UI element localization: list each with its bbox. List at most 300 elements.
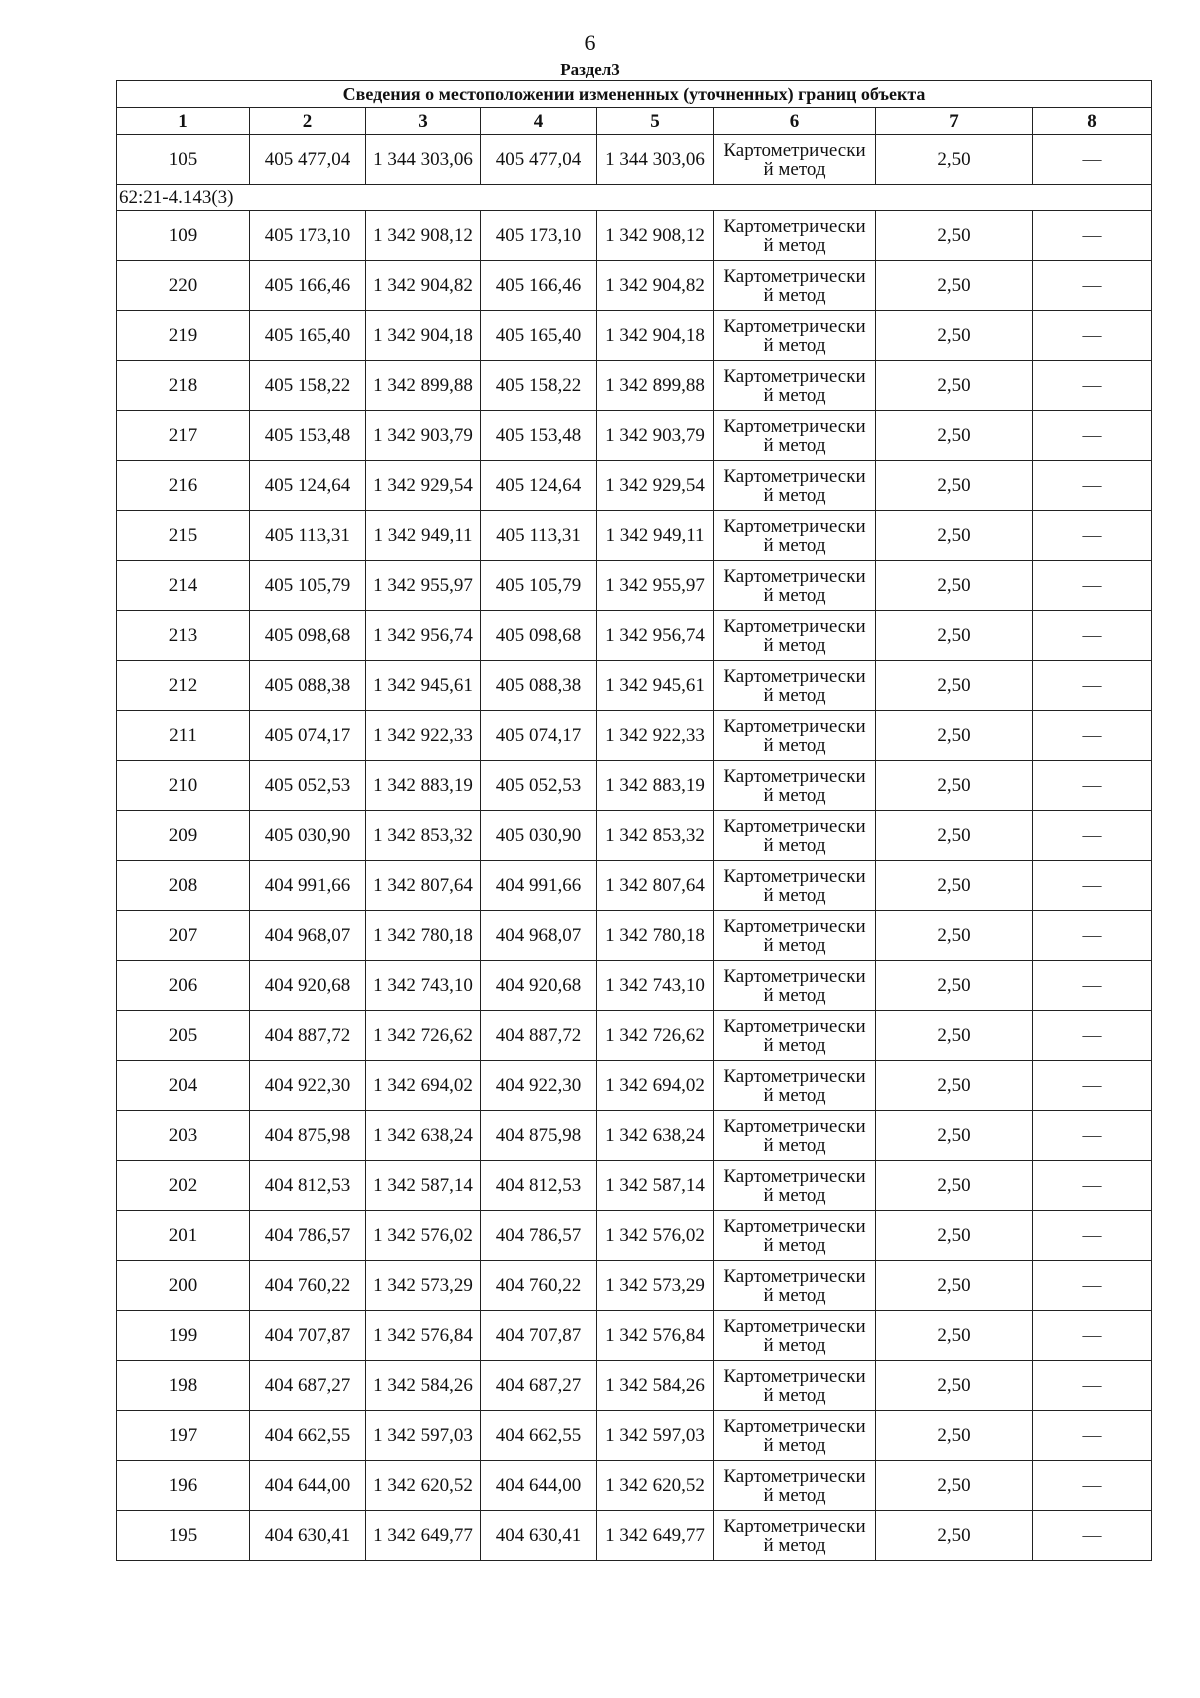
method-line: Картометрически — [723, 415, 866, 437]
existing-y: 1 342 726,62 — [366, 1011, 481, 1061]
table-title-row — [117, 81, 1152, 108]
existing-x: 405 088,38 — [250, 661, 366, 711]
accuracy: 2,50 — [876, 761, 1033, 811]
method-cell — [714, 911, 876, 961]
accuracy: 2,50 — [876, 1261, 1033, 1311]
point-id: 219 — [117, 311, 250, 361]
table-row — [117, 911, 1152, 961]
existing-y: 1 342 929,54 — [366, 461, 481, 511]
refined-y: 1 342 576,02 — [597, 1211, 714, 1261]
method-line: Картометрически — [723, 1265, 866, 1287]
method-line: Картометрически — [723, 465, 866, 487]
existing-x: 405 165,40 — [250, 311, 366, 361]
point-id: 201 — [117, 1211, 250, 1261]
point-id: 218 — [117, 361, 250, 411]
description-dash: — — [1033, 1311, 1152, 1361]
existing-y: 1 342 899,88 — [366, 361, 481, 411]
refined-y: 1 342 743,10 — [597, 961, 714, 1011]
description-dash: — — [1033, 1011, 1152, 1061]
point-id: 214 — [117, 561, 250, 611]
description-dash: — — [1033, 661, 1152, 711]
table-row — [117, 1511, 1152, 1561]
description-dash: — — [1033, 1361, 1152, 1411]
table-row — [117, 761, 1152, 811]
point-id: 215 — [117, 511, 250, 561]
table-row — [117, 961, 1152, 1011]
method-line: й метод — [763, 284, 826, 306]
method-line: Картометрически — [723, 1015, 866, 1037]
table-row — [117, 1361, 1152, 1411]
method-line: Картометрически — [723, 1115, 866, 1137]
accuracy: 2,50 — [876, 135, 1033, 185]
column-number: 6 — [714, 108, 876, 135]
description-dash: — — [1033, 761, 1152, 811]
point-id: 202 — [117, 1161, 250, 1211]
table-row — [117, 461, 1152, 511]
table-row — [117, 1061, 1152, 1111]
method-line: й метод — [763, 534, 826, 556]
accuracy: 2,50 — [876, 461, 1033, 511]
point-id: 200 — [117, 1261, 250, 1311]
refined-x: 405 158,22 — [481, 361, 597, 411]
point-id: 195 — [117, 1511, 250, 1561]
existing-x: 404 991,66 — [250, 861, 366, 911]
method-line: й метод — [763, 1134, 826, 1156]
existing-y: 1 342 573,29 — [366, 1261, 481, 1311]
method-cell — [714, 461, 876, 511]
method-cell — [714, 211, 876, 261]
existing-x: 405 030,90 — [250, 811, 366, 861]
page-number: 6 — [584, 30, 596, 55]
method-cell — [714, 1011, 876, 1061]
description-dash: — — [1033, 211, 1152, 261]
table-row — [117, 611, 1152, 661]
table-row — [117, 661, 1152, 711]
refined-x: 404 920,68 — [481, 961, 597, 1011]
refined-y: 1 342 807,64 — [597, 861, 714, 911]
existing-y: 1 342 584,26 — [366, 1361, 481, 1411]
method-line: й метод — [763, 984, 826, 1006]
existing-y: 1 342 743,10 — [366, 961, 481, 1011]
method-line: й метод — [763, 934, 826, 956]
method-line: Картометрически — [723, 665, 866, 687]
accuracy: 2,50 — [876, 711, 1033, 761]
method-line: Картометрически — [723, 965, 866, 987]
refined-x: 404 760,22 — [481, 1261, 597, 1311]
method-line: й метод — [763, 334, 826, 356]
existing-y: 1 342 903,79 — [366, 411, 481, 461]
method-cell — [714, 1461, 876, 1511]
existing-y: 1 344 303,06 — [366, 135, 481, 185]
table-row — [117, 811, 1152, 861]
refined-x: 405 173,10 — [481, 211, 597, 261]
existing-y: 1 342 949,11 — [366, 511, 481, 561]
existing-x: 405 113,31 — [250, 511, 366, 561]
existing-x: 404 922,30 — [250, 1061, 366, 1111]
existing-y: 1 342 883,19 — [366, 761, 481, 811]
refined-x: 405 074,17 — [481, 711, 597, 761]
existing-x: 404 875,98 — [250, 1111, 366, 1161]
accuracy: 2,50 — [876, 511, 1033, 561]
refined-y: 1 342 694,02 — [597, 1061, 714, 1111]
accuracy: 2,50 — [876, 261, 1033, 311]
existing-y: 1 342 922,33 — [366, 711, 481, 761]
existing-y: 1 342 587,14 — [366, 1161, 481, 1211]
refined-y: 1 342 573,29 — [597, 1261, 714, 1311]
method-cell — [714, 861, 876, 911]
existing-y: 1 342 638,24 — [366, 1111, 481, 1161]
method-cell — [714, 1161, 876, 1211]
accuracy: 2,50 — [876, 1111, 1033, 1161]
existing-x: 405 166,46 — [250, 261, 366, 311]
refined-x: 404 786,57 — [481, 1211, 597, 1261]
method-line: й метод — [763, 1034, 826, 1056]
existing-y: 1 342 597,03 — [366, 1411, 481, 1461]
accuracy: 2,50 — [876, 811, 1033, 861]
refined-y: 1 342 955,97 — [597, 561, 714, 611]
accuracy: 2,50 — [876, 211, 1033, 261]
table-row — [117, 1411, 1152, 1461]
method-line: Картометрически — [723, 715, 866, 737]
existing-x: 404 812,53 — [250, 1161, 366, 1211]
accuracy: 2,50 — [876, 661, 1033, 711]
refined-y: 1 342 908,12 — [597, 211, 714, 261]
method-line: Картометрически — [723, 915, 866, 937]
accuracy: 2,50 — [876, 861, 1033, 911]
point-id: 220 — [117, 261, 250, 311]
method-line: Картометрически — [723, 315, 866, 337]
refined-x: 404 644,00 — [481, 1461, 597, 1511]
existing-x: 404 760,22 — [250, 1261, 366, 1311]
column-number: 4 — [481, 108, 597, 135]
existing-y: 1 342 576,02 — [366, 1211, 481, 1261]
accuracy: 2,50 — [876, 311, 1033, 361]
refined-x: 405 105,79 — [481, 561, 597, 611]
refined-x: 404 922,30 — [481, 1061, 597, 1111]
table-row — [117, 261, 1152, 311]
method-line: й метод — [763, 634, 826, 656]
refined-x: 404 887,72 — [481, 1011, 597, 1061]
description-dash: — — [1033, 1061, 1152, 1111]
accuracy: 2,50 — [876, 911, 1033, 961]
refined-x: 405 153,48 — [481, 411, 597, 461]
point-id: 212 — [117, 661, 250, 711]
point-id: 199 — [117, 1311, 250, 1361]
point-id: 205 — [117, 1011, 250, 1061]
existing-y: 1 342 853,32 — [366, 811, 481, 861]
method-line: Картометрически — [723, 265, 866, 287]
point-id: 204 — [117, 1061, 250, 1111]
method-line: й метод — [763, 884, 826, 906]
method-line: й метод — [763, 1484, 826, 1506]
existing-y: 1 342 956,74 — [366, 611, 481, 661]
refined-x: 404 875,98 — [481, 1111, 597, 1161]
existing-y: 1 342 904,82 — [366, 261, 481, 311]
table-row — [117, 1211, 1152, 1261]
refined-x: 404 968,07 — [481, 911, 597, 961]
description-dash: — — [1033, 911, 1152, 961]
refined-x: 405 030,90 — [481, 811, 597, 861]
existing-x: 405 158,22 — [250, 361, 366, 411]
method-cell — [714, 761, 876, 811]
method-cell — [714, 711, 876, 761]
point-id: 197 — [117, 1411, 250, 1461]
existing-x: 405 153,48 — [250, 411, 366, 461]
method-cell — [714, 511, 876, 561]
point-id: 206 — [117, 961, 250, 1011]
refined-y: 1 342 853,32 — [597, 811, 714, 861]
refined-x: 404 707,87 — [481, 1311, 597, 1361]
existing-x: 405 105,79 — [250, 561, 366, 611]
refined-x: 405 166,46 — [481, 261, 597, 311]
method-cell — [714, 1111, 876, 1161]
existing-x: 404 786,57 — [250, 1211, 366, 1261]
refined-y: 1 342 899,88 — [597, 361, 714, 411]
point-id: 216 — [117, 461, 250, 511]
table-row — [117, 135, 1152, 185]
existing-y: 1 342 945,61 — [366, 661, 481, 711]
boundary-coordinates-table — [116, 80, 1152, 1561]
table-row — [117, 411, 1152, 461]
refined-y: 1 342 904,82 — [597, 261, 714, 311]
point-id: 105 — [117, 135, 250, 185]
method-line: Картометрически — [723, 139, 866, 161]
accuracy: 2,50 — [876, 1461, 1033, 1511]
accuracy: 2,50 — [876, 561, 1033, 611]
method-line: й метод — [763, 158, 826, 180]
point-id: 208 — [117, 861, 250, 911]
refined-y: 1 342 883,19 — [597, 761, 714, 811]
point-id: 198 — [117, 1361, 250, 1411]
method-line: й метод — [763, 1534, 826, 1556]
existing-x: 404 707,87 — [250, 1311, 366, 1361]
refined-y: 1 342 649,77 — [597, 1511, 714, 1561]
method-cell — [714, 1311, 876, 1361]
table-row — [117, 1261, 1152, 1311]
point-id: 109 — [117, 211, 250, 261]
refined-x: 404 812,53 — [481, 1161, 597, 1211]
table-row — [117, 1011, 1152, 1061]
column-number: 2 — [250, 108, 366, 135]
column-number: 8 — [1033, 108, 1152, 135]
column-number: 1 — [117, 108, 250, 135]
description-dash: — — [1033, 561, 1152, 611]
existing-y: 1 342 908,12 — [366, 211, 481, 261]
accuracy: 2,50 — [876, 1411, 1033, 1461]
refined-x: 405 165,40 — [481, 311, 597, 361]
refined-y: 1 342 584,26 — [597, 1361, 714, 1411]
method-line: й метод — [763, 1184, 826, 1206]
existing-x: 404 920,68 — [250, 961, 366, 1011]
method-line: Картометрически — [723, 865, 866, 887]
method-cell — [714, 961, 876, 1011]
refined-x: 405 088,38 — [481, 661, 597, 711]
method-line: й метод — [763, 734, 826, 756]
existing-x: 404 968,07 — [250, 911, 366, 961]
column-number: 3 — [366, 108, 481, 135]
accuracy: 2,50 — [876, 1361, 1033, 1411]
description-dash: — — [1033, 311, 1152, 361]
method-line: й метод — [763, 1084, 826, 1106]
method-line: Картометрически — [723, 1065, 866, 1087]
method-cell — [714, 1411, 876, 1461]
accuracy: 2,50 — [876, 961, 1033, 1011]
method-line: Картометрически — [723, 1365, 866, 1387]
description-dash: — — [1033, 511, 1152, 561]
refined-x: 405 052,53 — [481, 761, 597, 811]
refined-x: 404 991,66 — [481, 861, 597, 911]
refined-x: 404 687,27 — [481, 1361, 597, 1411]
existing-y: 1 342 694,02 — [366, 1061, 481, 1111]
accuracy: 2,50 — [876, 611, 1033, 661]
existing-x: 405 052,53 — [250, 761, 366, 811]
description-dash: — — [1033, 711, 1152, 761]
refined-y: 1 342 949,11 — [597, 511, 714, 561]
method-cell — [714, 411, 876, 461]
refined-y: 1 342 726,62 — [597, 1011, 714, 1061]
method-line: й метод — [763, 384, 826, 406]
method-line: Картометрически — [723, 365, 866, 387]
method-line: Картометрически — [723, 1415, 866, 1437]
refined-y: 1 342 587,14 — [597, 1161, 714, 1211]
refined-x: 405 098,68 — [481, 611, 597, 661]
point-id: 209 — [117, 811, 250, 861]
refined-y: 1 344 303,06 — [597, 135, 714, 185]
point-id: 210 — [117, 761, 250, 811]
table-row — [117, 861, 1152, 911]
refined-x: 404 662,55 — [481, 1411, 597, 1461]
description-dash: — — [1033, 1161, 1152, 1211]
description-dash: — — [1033, 1411, 1152, 1461]
method-cell — [714, 361, 876, 411]
existing-y: 1 342 955,97 — [366, 561, 481, 611]
method-line: й метод — [763, 784, 826, 806]
table-row — [117, 561, 1152, 611]
column-numbers-row — [117, 108, 1152, 135]
existing-x: 405 477,04 — [250, 135, 366, 185]
existing-x: 405 098,68 — [250, 611, 366, 661]
existing-y: 1 342 649,77 — [366, 1511, 481, 1561]
table-row — [117, 361, 1152, 411]
accuracy: 2,50 — [876, 1161, 1033, 1211]
point-id: 213 — [117, 611, 250, 661]
group-label: 62:21-4.143(3) — [117, 185, 1152, 211]
table-row — [117, 511, 1152, 561]
accuracy: 2,50 — [876, 1211, 1033, 1261]
existing-x: 404 887,72 — [250, 1011, 366, 1061]
accuracy: 2,50 — [876, 1011, 1033, 1061]
point-id: 217 — [117, 411, 250, 461]
accuracy: 2,50 — [876, 1061, 1033, 1111]
existing-y: 1 342 904,18 — [366, 311, 481, 361]
method-line: й метод — [763, 1384, 826, 1406]
description-dash: — — [1033, 261, 1152, 311]
method-line: й метод — [763, 1334, 826, 1356]
refined-y: 1 342 576,84 — [597, 1311, 714, 1361]
table-row — [117, 1311, 1152, 1361]
accuracy: 2,50 — [876, 1311, 1033, 1361]
description-dash: — — [1033, 861, 1152, 911]
refined-x: 405 477,04 — [481, 135, 597, 185]
method-line: Картометрически — [723, 815, 866, 837]
method-line: Картометрически — [723, 515, 866, 537]
existing-y: 1 342 576,84 — [366, 1311, 481, 1361]
method-line: й метод — [763, 1284, 826, 1306]
method-line: Картометрически — [723, 1465, 866, 1487]
refined-y: 1 342 922,33 — [597, 711, 714, 761]
method-line: й метод — [763, 834, 826, 856]
table-row — [117, 711, 1152, 761]
existing-x: 405 074,17 — [250, 711, 366, 761]
existing-x: 404 687,27 — [250, 1361, 366, 1411]
refined-y: 1 342 780,18 — [597, 911, 714, 961]
method-line: Картометрически — [723, 765, 866, 787]
point-id: 207 — [117, 911, 250, 961]
method-cell — [714, 135, 876, 185]
method-line: Картометрически — [723, 1165, 866, 1187]
method-line: Картометрически — [723, 1315, 866, 1337]
method-cell — [714, 811, 876, 861]
refined-y: 1 342 929,54 — [597, 461, 714, 511]
accuracy: 2,50 — [876, 411, 1033, 461]
description-dash: — — [1033, 1461, 1152, 1511]
description-dash: — — [1033, 811, 1152, 861]
table-title: Сведения о местоположении измененных (уточненных) границ объекта — [117, 81, 1152, 108]
method-line: Картометрически — [723, 215, 866, 237]
existing-x: 404 644,00 — [250, 1461, 366, 1511]
refined-y: 1 342 956,74 — [597, 611, 714, 661]
method-cell — [714, 1261, 876, 1311]
point-id: 211 — [117, 711, 250, 761]
method-line: й метод — [763, 584, 826, 606]
accuracy: 2,50 — [876, 361, 1033, 411]
refined-y: 1 342 903,79 — [597, 411, 714, 461]
existing-y: 1 342 620,52 — [366, 1461, 481, 1511]
existing-x: 405 173,10 — [250, 211, 366, 261]
method-cell — [714, 1361, 876, 1411]
existing-x: 404 662,55 — [250, 1411, 366, 1461]
method-line: Картометрически — [723, 615, 866, 637]
method-line: й метод — [763, 1434, 826, 1456]
refined-x: 405 124,64 — [481, 461, 597, 511]
method-line: Картометрически — [723, 1215, 866, 1237]
method-cell — [714, 1511, 876, 1561]
refined-y: 1 342 638,24 — [597, 1111, 714, 1161]
column-number: 5 — [597, 108, 714, 135]
method-cell — [714, 311, 876, 361]
description-dash: — — [1033, 1261, 1152, 1311]
point-id: 203 — [117, 1111, 250, 1161]
method-cell — [714, 261, 876, 311]
existing-y: 1 342 780,18 — [366, 911, 481, 961]
table-row — [117, 1111, 1152, 1161]
existing-y: 1 342 807,64 — [366, 861, 481, 911]
method-cell — [714, 661, 876, 711]
section-label: Раздел3 — [560, 60, 620, 79]
method-line: Картометрически — [723, 565, 866, 587]
description-dash: — — [1033, 135, 1152, 185]
refined-y: 1 342 620,52 — [597, 1461, 714, 1511]
table-body — [117, 81, 1152, 1561]
description-dash: — — [1033, 1111, 1152, 1161]
method-line: й метод — [763, 434, 826, 456]
refined-x: 404 630,41 — [481, 1511, 597, 1561]
existing-x: 405 124,64 — [250, 461, 366, 511]
description-dash: — — [1033, 1511, 1152, 1561]
column-number: 7 — [876, 108, 1033, 135]
description-dash: — — [1033, 961, 1152, 1011]
table-row — [117, 211, 1152, 261]
